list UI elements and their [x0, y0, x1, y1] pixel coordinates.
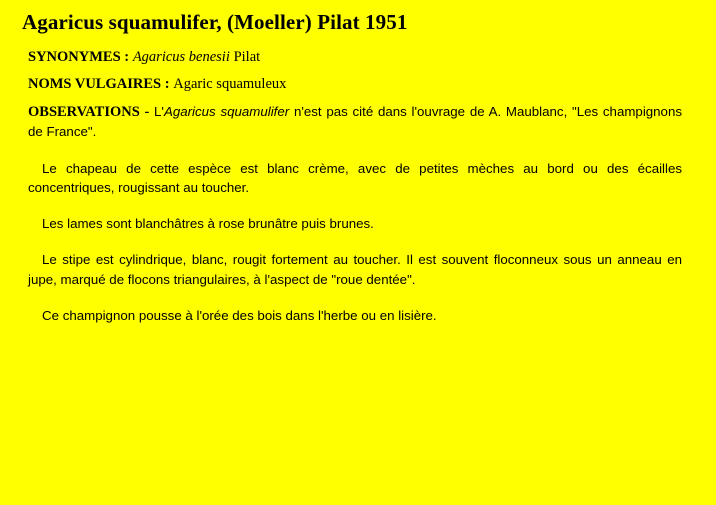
paragraph-stipe-text: Le stipe est cylindrique, blanc, rougit fortement au toucher. Il est souvent floconneux sous un anneau en jupe, marqué de flocons triangulaires, à l'aspect de "roue dentée".	[28, 252, 682, 287]
paragraph-stipe	[28, 250, 682, 289]
field-synonymes-value: Pilat	[233, 49, 261, 65]
field-synonymes	[28, 47, 682, 68]
paragraph-habitat	[28, 306, 682, 325]
field-noms-vulgaires	[28, 74, 682, 95]
paragraph-lames	[28, 214, 682, 233]
field-noms-vulgaires-value: Agaric squamuleux	[173, 75, 287, 92]
observations-text-part1: L'	[154, 104, 164, 120]
field-observations-label: OBSERVATIONS -	[28, 104, 150, 121]
paragraph-habitat-text: Ce champignon pousse à l'orée des bois dans l'herbe ou en lisière.	[42, 307, 437, 323]
paragraph-lames-wrap	[28, 214, 682, 233]
field-synonymes-italic-value: Agaricus benesii	[132, 49, 230, 65]
paragraph-habitat-wrap	[28, 306, 682, 325]
paragraph-chapeau-wrap	[28, 159, 682, 198]
observations-text-part2: n'est pas cité dans l'ouvrage de A. Maublanc, "Les champignons de France".	[28, 104, 682, 139]
page-title: Agaricus squamulifer, (Moeller) Pilat 1951	[22, 10, 408, 34]
paragraph-chapeau	[28, 159, 682, 198]
document-body	[0, 35, 716, 325]
paragraph-lames-text: Les lames sont blanchâtres à rose brunâtre puis brunes.	[42, 216, 374, 232]
field-noms-vulgaires-label: NOMS VULGAIRES :	[28, 75, 170, 92]
field-synonymes-label: SYNONYMES :	[28, 49, 130, 65]
paragraph-stipe-wrap	[28, 250, 682, 289]
paragraph-chapeau-text: Le chapeau de cette espèce est blanc crème, avec de petites mèches au bord ou des écailles concentriques, rougissant au toucher.	[28, 160, 682, 195]
field-observations	[28, 102, 682, 141]
observations-species-name: Agaricus squamulifer	[163, 104, 290, 120]
